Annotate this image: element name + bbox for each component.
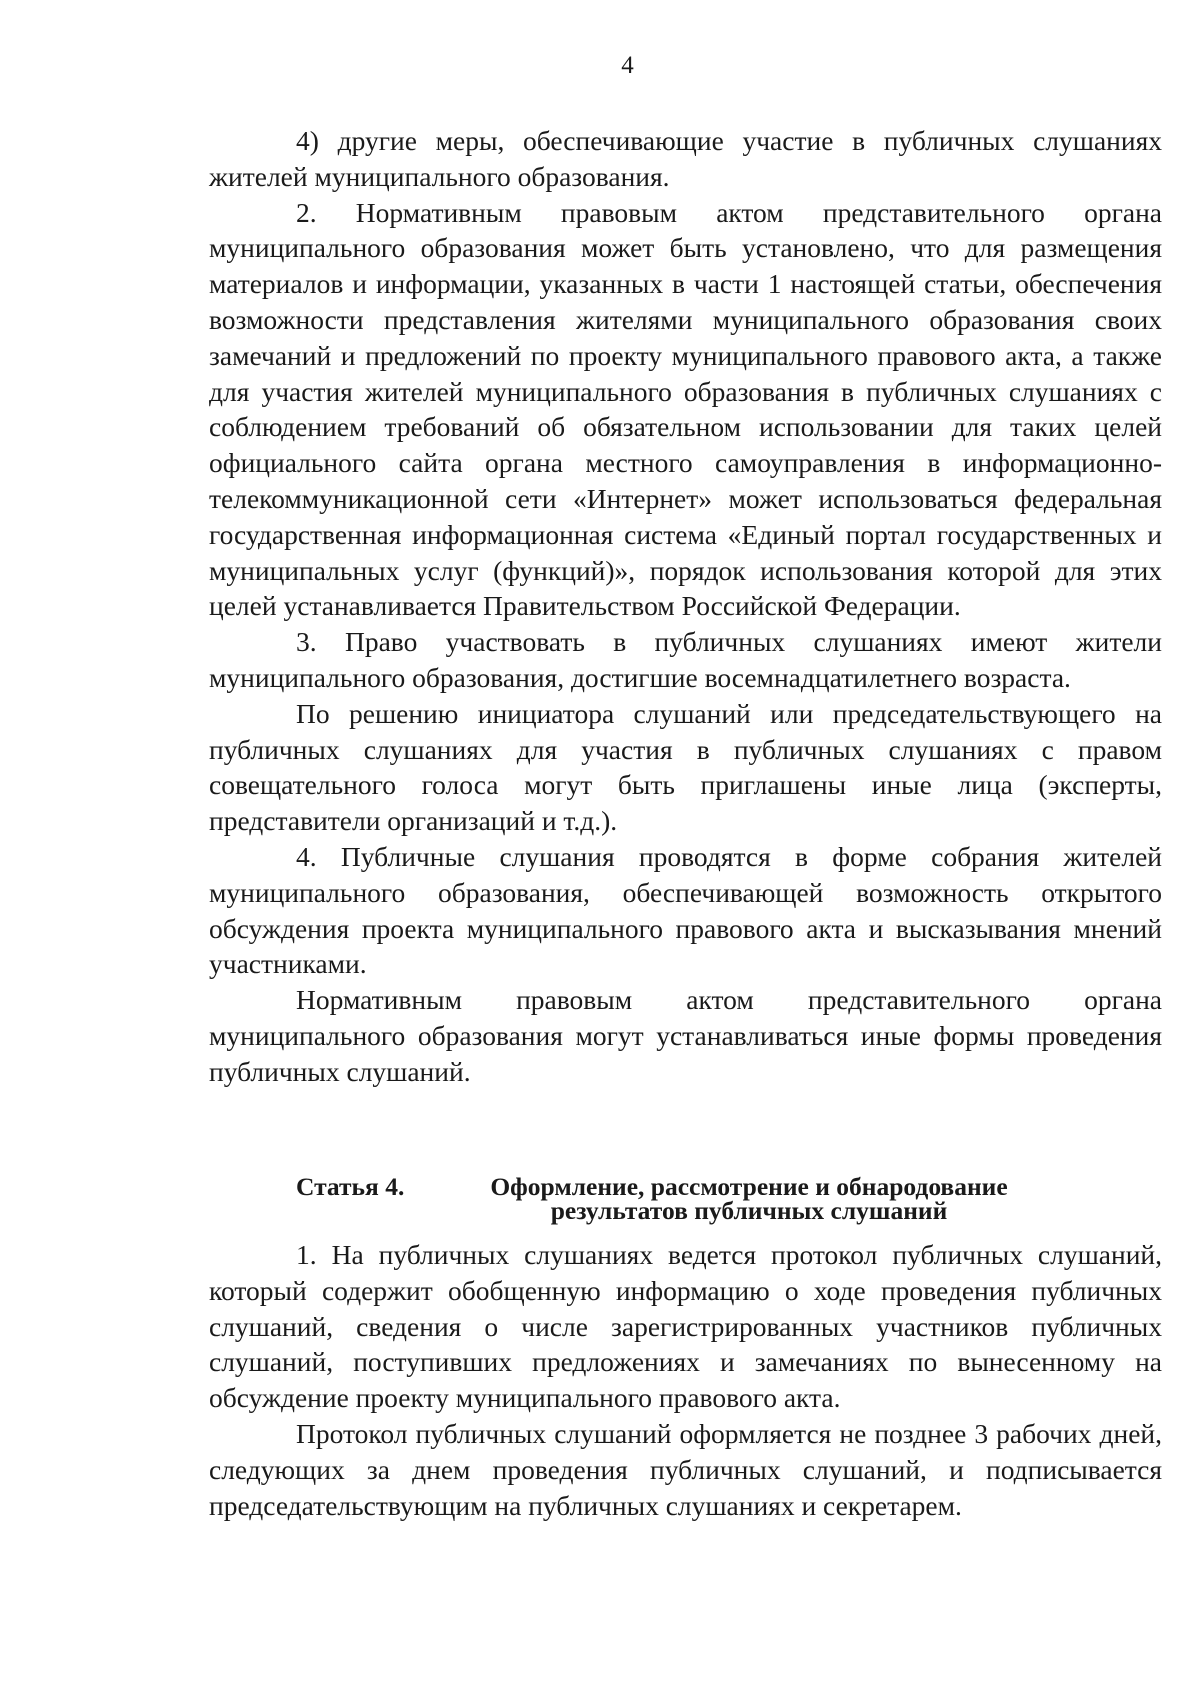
article-number: Статья 4.: [296, 1172, 405, 1201]
article-title-line-2: результатов публичных слушаний: [550, 1196, 948, 1225]
document-body-top: [209, 123, 1162, 1090]
paragraph-clause-3: 3. Право участвовать в публичных слушаниях имеют жители муниципального образования, достигшие восемнадцатилетнего возраста.: [209, 626, 1162, 693]
paragraph-protocol-signing: Протокол публичных слушаний оформляется не позднее 3 рабочих дней, следующих за днем проведения публичных слушаний, и подписывается председательствующим на публичных слушаниях и секретарем.: [209, 1417, 1162, 1521]
paragraph-protocol-content: 1. На публичных слушаниях ведется протокол публичных слушаний, который содержит обобщенную информацию о ходе проведения публичных слушаний, сведения о числе зарегистрированных участников публичных слушаний, поступивших предложениях и замечаниях по вынесенному на обсуждение проекту муниципального правового акта.: [209, 1239, 1162, 1414]
article-title-line-1: Оформление, рассмотрение и обнародование: [490, 1172, 1008, 1201]
paragraph-clause-4: 4. Публичные слушания проводятся в форме собрания жителей муниципального образования, обеспечивающей возможность открытого обсуждения проекта муниципального правового акта и высказывания мнений участниками.: [209, 840, 1162, 980]
article-title: [439, 1172, 1059, 1225]
paragraph-clause-2: 2. Нормативным правовым актом представительного органа муниципального образования может быть установлено, что для размещения материалов и информации, указанных в части 1 настоящей статьи, обеспечения возможности представления жителями муниципального образования своих замечаний и предложений по проекту муниципального правового акта, а также для участия жителей муниципального образования в публичных слушаниях с соблюдением требований об обязательном использовании для таких целей официального сайта органа местного самоуправления в информационно-телекоммуникационной сети «Интернет» может использоваться федеральная государственная информационная система «Единый портал государственных и муниципальных услуг (функций)», порядок использования которой для этих целей устанавливается Правительством Российской Федерации.: [209, 196, 1162, 622]
page-number: 4: [621, 52, 634, 79]
document-body-bottom: [209, 1237, 1162, 1523]
paragraph-other-measures: 4) другие меры, обеспечивающие участие в публичных слушаниях жителей муниципального образования.: [209, 125, 1162, 192]
paragraph-other-forms: Нормативным правовым актом представительного органа муниципального образования могут устанавливаться иные формы проведения публичных слушаний.: [209, 984, 1162, 1087]
paragraph-invited-persons: По решению инициатора слушаний или председательствующего на публичных слушаниях для участия в публичных слушаниях с правом совещательного голоса могут быть приглашены иные лица (эксперты, представители организаций и т.д.).: [209, 697, 1162, 837]
